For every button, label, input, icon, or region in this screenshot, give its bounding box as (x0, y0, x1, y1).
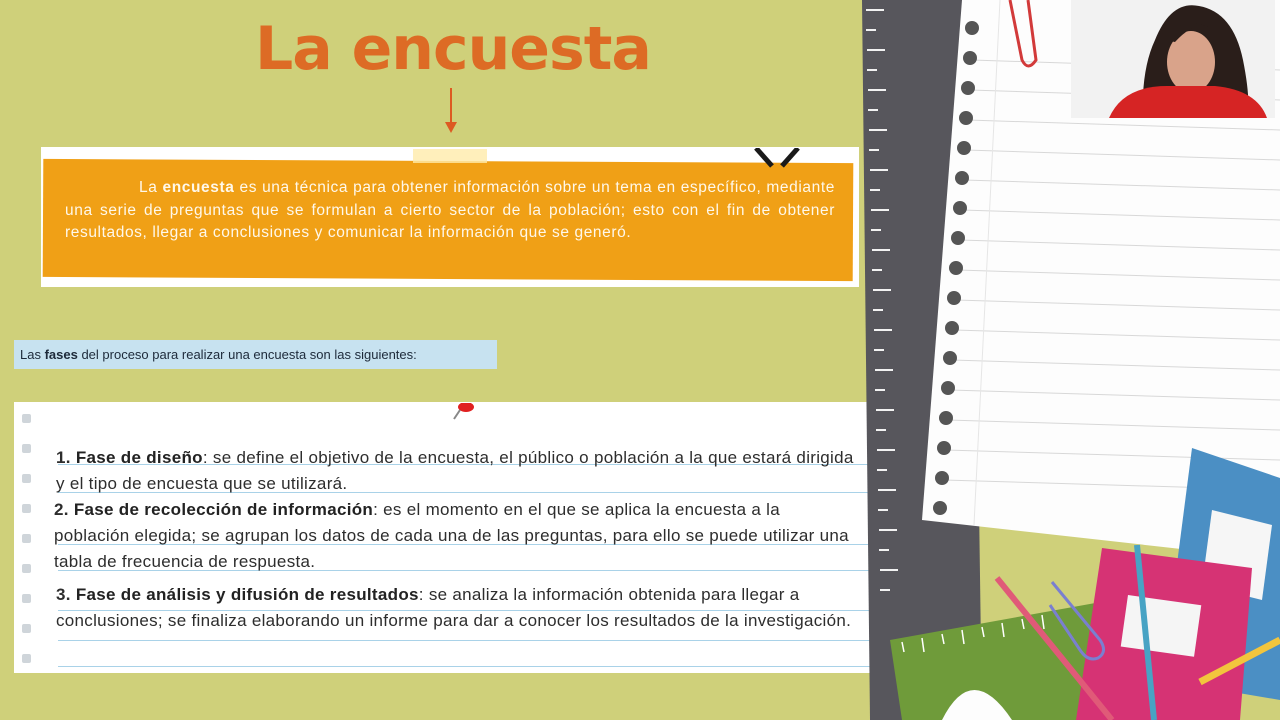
phases-card (14, 402, 886, 673)
down-arrow-icon (443, 88, 459, 134)
phase-item-2 (54, 497, 860, 575)
phase-number-3: 3. (56, 585, 71, 604)
phases-intro-before: Las (20, 347, 45, 362)
phase-number-2: 2. (54, 500, 69, 519)
definition-term: encuesta (162, 179, 235, 196)
phase-item-3 (56, 582, 862, 634)
phase-number-1: 1. (56, 448, 71, 467)
scissors-icon (752, 148, 802, 168)
phases-intro-bold: fases (44, 347, 78, 362)
definition-text (65, 177, 835, 245)
phase-name-3: Fase de análisis y difusión de resultados (75, 585, 419, 604)
definition-body: es una técnica para obtener información sobre un tema en específico, mediante una serie de preguntas que se formulan a cierto sector de la población; esto con el fin de obtener resultados, llegar a conclusiones y comunicar la información que se generó. (65, 179, 835, 241)
webcam-video (1071, 0, 1275, 118)
phase-item-1 (56, 445, 862, 497)
definition-lead: La (139, 179, 163, 196)
phase-name-1: Fase de diseño (75, 448, 203, 467)
push-pin-icon (446, 403, 476, 423)
notebook-holes (22, 414, 31, 684)
phase-text-1: : se define el objetivo de la encuesta, el público o población a la que estará dirigida y el tipo de encuesta que se utilizará. (56, 448, 854, 493)
slide-title: La encuesta (255, 14, 651, 84)
phases-intro (14, 340, 497, 369)
presenter-avatar (1071, 0, 1275, 118)
tape-strip (413, 149, 487, 163)
definition-card (41, 147, 859, 287)
phase-text-2: : es el momento en el que se aplica la encuesta a la población elegida; se agrupan los datos de cada una de las preguntas, para ello se puede utilizar una tabla de frecuencia de respuesta. (54, 500, 849, 571)
phase-text-3: : se analiza la información obtenida para llegar a conclusiones; se finaliza elaborando un informe para dar a conocer los resultados de la investigación. (56, 585, 852, 630)
phase-name-2: Fase de recolección de información (73, 500, 374, 519)
phases-intro-after: del proceso para realizar una encuesta son las siguientes: (77, 347, 417, 362)
